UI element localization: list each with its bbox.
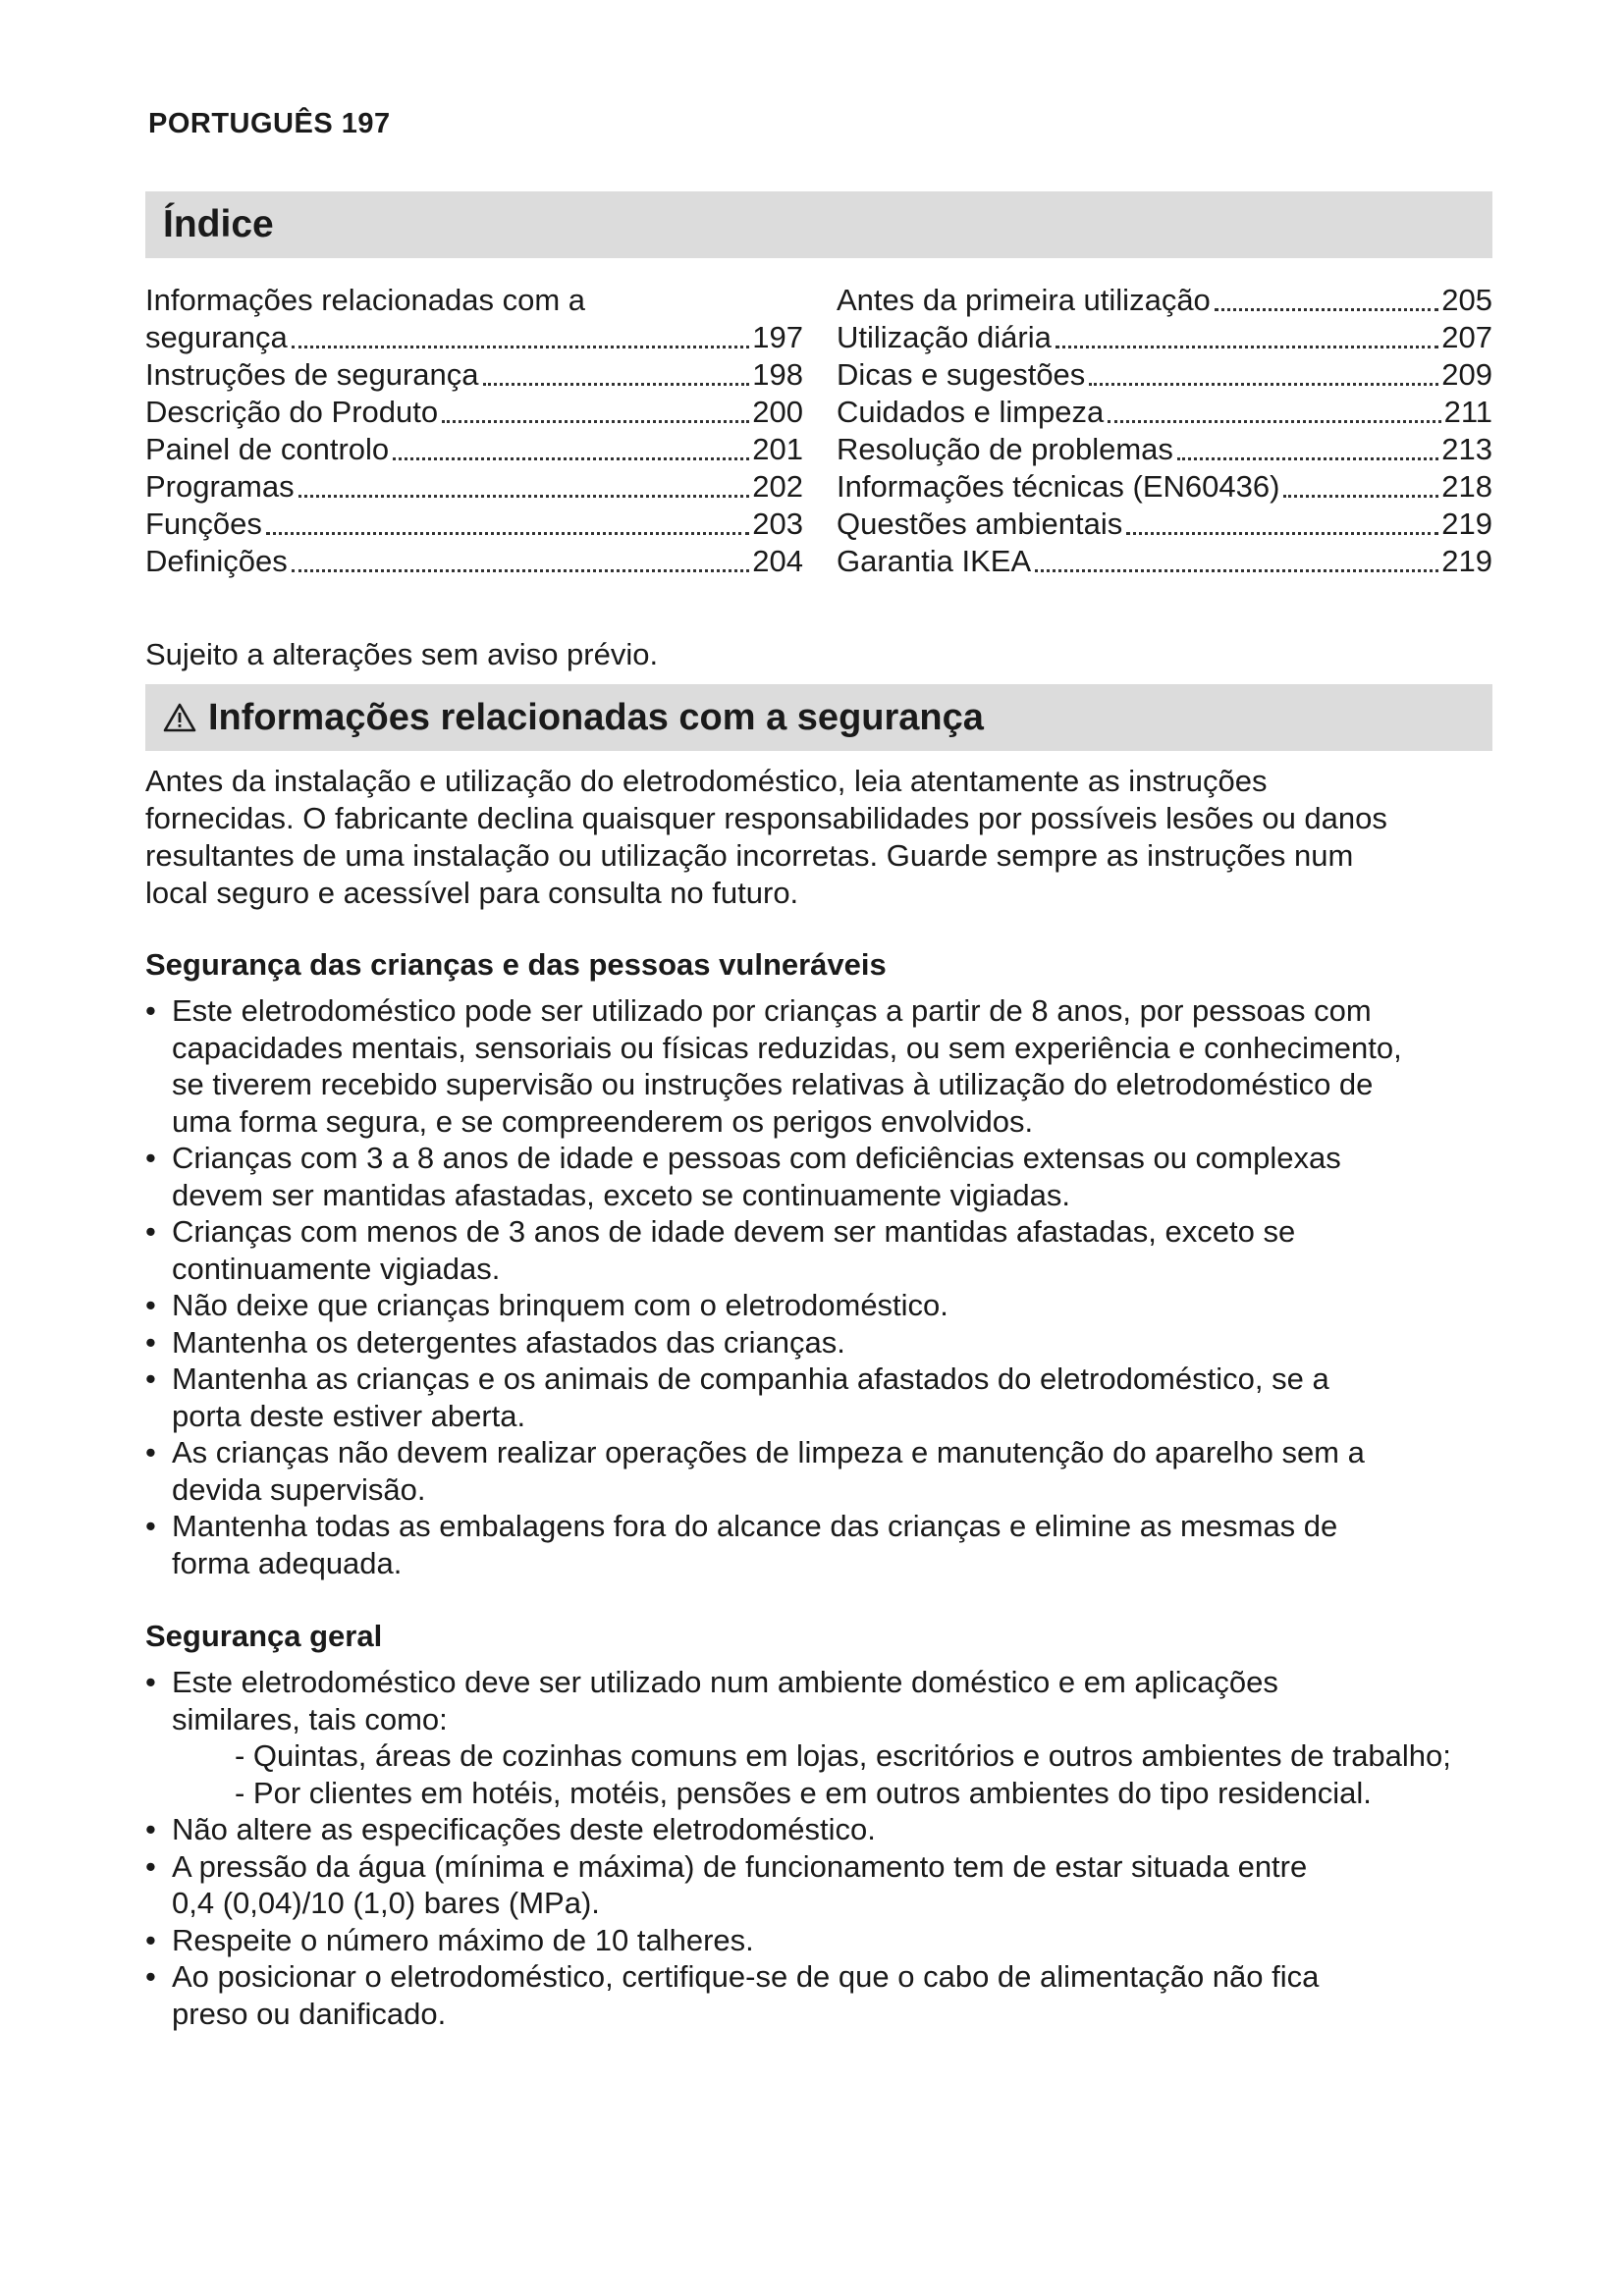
toc-leader-dots xyxy=(393,456,749,460)
bullet-icon: • xyxy=(145,1922,156,1957)
toc-entry-title: Instruções de segurança xyxy=(145,357,479,392)
list-item-line: forma adequada. xyxy=(172,1545,403,1580)
intro-line: local seguro e acessível para consulta no futuro. xyxy=(145,876,799,910)
list-item-line: Não altere as especificações deste eletrodoméstico. xyxy=(172,1812,876,1846)
toc-leader-dots xyxy=(1283,494,1438,498)
toc-leader-dots xyxy=(1089,382,1438,386)
list-item-line: continuamente vigiadas. xyxy=(172,1251,501,1286)
toc-entry[interactable] xyxy=(837,468,1492,506)
bullet-icon: • xyxy=(145,1362,156,1396)
toc-leader-dots xyxy=(442,419,749,423)
toc-leader-dots xyxy=(1177,456,1438,460)
general-safety-heading: Segurança geral xyxy=(145,1619,383,1653)
toc-entry-title: Cuidados e limpeza xyxy=(837,395,1105,429)
list-item-line: similares, tais como: xyxy=(172,1701,448,1736)
list-item xyxy=(145,992,1492,1140)
toc-entry-title: Garantia IKEA xyxy=(837,544,1032,578)
toc-entry-title: Antes da primeira utilização xyxy=(837,283,1211,317)
toc-entry-page: 209 xyxy=(1441,357,1492,392)
bullet-icon: • xyxy=(145,1509,156,1543)
toc-leader-dots xyxy=(298,494,750,498)
manual-page xyxy=(145,108,1492,2032)
toc-entry-page: 200 xyxy=(752,395,803,429)
toc-entry-page: 203 xyxy=(752,507,803,541)
running-header: PORTUGUÊS 197 xyxy=(148,108,391,139)
toc-leader-dots xyxy=(1056,345,1438,348)
bullet-icon: • xyxy=(145,1848,156,1884)
list-item xyxy=(145,1848,1492,1922)
toc-column-right xyxy=(837,282,1492,580)
list-item-line: preso ou danificado. xyxy=(172,1996,447,2031)
toc-leader-dots xyxy=(266,531,749,535)
bullet-icon: • xyxy=(145,1435,156,1469)
change-notice: Sujeito a alterações sem aviso prévio. xyxy=(145,637,659,671)
bullet-icon: • xyxy=(145,1214,156,1249)
safety-intro-paragraph xyxy=(145,763,1492,912)
list-item-line: uma forma segura, e se compreenderem os perigos envolvidos. xyxy=(172,1103,1034,1139)
toc-entry[interactable] xyxy=(145,506,803,543)
list-item xyxy=(145,1213,1492,1287)
toc-title: Índice xyxy=(163,203,274,245)
children-safety-heading: Segurança das crianças e das pessoas vulneráveis xyxy=(145,947,887,982)
list-item-line: A pressão da água (mínima e máxima) de funcionamento tem de estar situada entre xyxy=(172,1848,1308,1884)
toc-entry-page: 204 xyxy=(752,544,803,578)
list-subitem: - Quintas, áreas de cozinhas comuns em lojas, escritórios e outros ambientes de trabalho; xyxy=(235,1738,1451,1773)
list-item-line: Mantenha os detergentes afastados das crianças. xyxy=(172,1324,845,1360)
list-item xyxy=(145,1287,1492,1324)
toc-leader-dots xyxy=(1126,531,1438,535)
warning-triangle-icon xyxy=(163,703,196,732)
toc-entry-title: Resolução de problemas xyxy=(837,432,1173,466)
toc-leader-dots xyxy=(1035,568,1438,572)
toc-title-band xyxy=(145,191,1492,258)
bullet-icon: • xyxy=(145,1959,156,1994)
list-subitem: - Por clientes em hotéis, motéis, pensões e em outros ambientes do tipo residencial. xyxy=(235,1775,1372,1810)
toc-entry[interactable] xyxy=(145,394,803,431)
toc-entry[interactable] xyxy=(837,431,1492,468)
toc-entry-page: 207 xyxy=(1441,320,1492,354)
list-item xyxy=(145,1958,1492,2032)
list-item-line: Ao posicionar o eletrodoméstico, certifique-se de que o cabo de alimentação não fica xyxy=(172,1959,1320,1994)
safety-title-band xyxy=(145,684,1492,751)
list-item xyxy=(145,1811,1492,1848)
list-item-line: Crianças com menos de 3 anos de idade devem ser mantidas afastadas, exceto se xyxy=(172,1214,1296,1249)
toc-entry-page: 197 xyxy=(752,320,803,354)
toc-entry[interactable] xyxy=(145,431,803,468)
toc-entry[interactable] xyxy=(837,506,1492,543)
list-item-line: Este eletrodoméstico deve ser utilizado num ambiente doméstico e em aplicações xyxy=(172,1665,1278,1699)
toc-entry-title: segurança xyxy=(145,320,288,354)
list-item-line: Não deixe que crianças brinquem com o eletrodoméstico. xyxy=(172,1288,948,1322)
bullet-icon: • xyxy=(145,993,156,1028)
bullet-icon: • xyxy=(145,1141,156,1175)
toc-entry[interactable] xyxy=(837,319,1492,356)
toc-entry-title: Painel de controlo xyxy=(145,432,390,466)
toc-entry-page: 218 xyxy=(1441,469,1492,504)
table-of-contents xyxy=(145,282,1492,580)
toc-leader-dots xyxy=(1215,307,1438,311)
toc-entry-title: Dicas e sugestões xyxy=(837,357,1086,392)
toc-leader-dots xyxy=(292,345,749,348)
toc-entry-title: Funções xyxy=(145,507,262,541)
list-item xyxy=(145,1664,1492,1811)
list-item-line: porta deste estiver aberta. xyxy=(172,1398,526,1433)
toc-entry-title: Utilização diária xyxy=(837,320,1052,354)
list-item-line: Crianças com 3 a 8 anos de idade e pessoas com deficiências extensas ou complexas xyxy=(172,1141,1341,1175)
list-item-line: se tiverem recebido supervisão ou instruções relativas à utilização do eletrodoméstico de xyxy=(172,1067,1374,1101)
list-item-line: Mantenha todas as embalagens fora do alcance das crianças e elimine as mesmas de xyxy=(172,1509,1338,1543)
intro-line: Antes da instalação e utilização do eletrodoméstico, leia atentamente as instruções xyxy=(145,764,1268,798)
toc-entry[interactable] xyxy=(837,394,1492,431)
toc-leader-dots xyxy=(292,568,750,572)
intro-line: fornecidas. O fabricante declina quaisquer responsabilidades por possíveis lesões ou danos xyxy=(145,801,1387,835)
toc-entry[interactable] xyxy=(145,468,803,506)
toc-entry[interactable] xyxy=(145,543,803,580)
toc-leader-dots xyxy=(483,382,750,386)
toc-entry-wrap-line[interactable]: Informações relacionadas com a xyxy=(145,283,586,317)
toc-entry-page: 213 xyxy=(1441,432,1492,466)
toc-entry-page: 205 xyxy=(1441,283,1492,317)
toc-entry-page: 202 xyxy=(752,469,803,504)
toc-entry-page: 219 xyxy=(1441,544,1492,578)
list-item-line: capacidades mentais, sensoriais ou físicas reduzidas, ou sem experiência e conhecimento, xyxy=(172,1030,1402,1065)
list-item-line: Mantenha as crianças e os animais de companhia afastados do eletrodoméstico, se a xyxy=(172,1362,1329,1396)
toc-entry[interactable] xyxy=(145,356,803,394)
list-item xyxy=(145,1922,1492,1959)
bullet-icon: • xyxy=(145,1288,156,1322)
toc-entry-title: Questões ambientais xyxy=(837,507,1123,541)
list-item xyxy=(145,1508,1492,1581)
list-item-line: devem ser mantidas afastadas, exceto se continuamente vigiadas. xyxy=(172,1177,1071,1212)
list-item xyxy=(145,1140,1492,1213)
list-item xyxy=(145,1361,1492,1434)
toc-entry-page: 201 xyxy=(752,432,803,466)
toc-entry-page: 219 xyxy=(1441,507,1492,541)
bullet-icon: • xyxy=(145,1324,156,1360)
toc-entry-page: 211 xyxy=(1443,395,1492,429)
intro-line: resultantes de uma instalação ou utilização incorretas. Guarde sempre as instruções num xyxy=(145,838,1354,873)
toc-entry-title: Informações técnicas (EN60436) xyxy=(837,469,1280,504)
toc-entry-page: 198 xyxy=(752,357,803,392)
list-item-line: devida supervisão. xyxy=(172,1471,426,1507)
bullet-icon: • xyxy=(145,1812,156,1846)
list-item-line: Este eletrodoméstico pode ser utilizado por crianças a partir de 8 anos, por pessoas com xyxy=(172,993,1372,1028)
general-safety-list xyxy=(145,1664,1492,2032)
toc-entry-title: Descrição do Produto xyxy=(145,395,439,429)
list-item-line: 0,4 (0,04)/10 (1,0) bares (MPa). xyxy=(172,1886,600,1920)
toc-entry[interactable] xyxy=(837,543,1492,580)
children-safety-list xyxy=(145,992,1492,1581)
toc-entry[interactable] xyxy=(145,319,803,356)
list-item xyxy=(145,1324,1492,1362)
toc-entry[interactable] xyxy=(837,282,1492,319)
toc-entry-title: Definições xyxy=(145,544,288,578)
toc-leader-dots xyxy=(1108,419,1440,423)
safety-title: Informações relacionadas com a segurança xyxy=(208,696,984,738)
list-item-line: As crianças não devem realizar operações de limpeza e manutenção do aparelho sem a xyxy=(172,1435,1365,1469)
bullet-icon: • xyxy=(145,1665,156,1699)
list-item xyxy=(145,1434,1492,1508)
toc-column-left xyxy=(145,282,803,580)
list-item-line: Respeite o número máximo de 10 talheres. xyxy=(172,1922,754,1957)
toc-entry[interactable] xyxy=(837,356,1492,394)
toc-entry-title: Programas xyxy=(145,469,295,504)
